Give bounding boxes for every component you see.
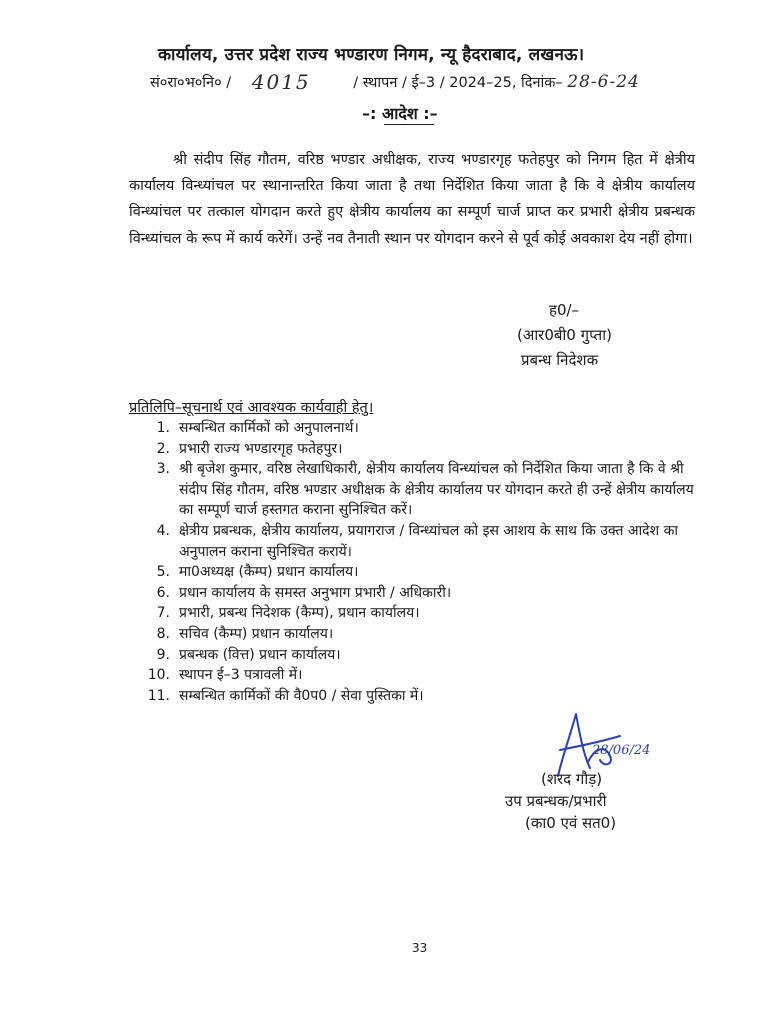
list-item-number: 7. <box>156 605 170 622</box>
list-item-text: प्रभारी, प्रबन्ध निदेशक (कैम्प), प्रधान कार्यालय। <box>179 605 420 622</box>
list-item-number: 11. <box>147 687 170 704</box>
reference-date: 28-6-24 <box>567 72 640 92</box>
list-item-text: मा0अध्यक्ष (कैम्प) प्रधान कार्यालय। <box>179 564 359 581</box>
signature-date: 28/06/24 <box>592 743 651 758</box>
main-signatory-block <box>505 298 612 373</box>
reference-line <box>150 68 640 92</box>
office-header: कार्यालय, उत्तर प्रदेश राज्य भण्डारण निगम, न्यू हैदराबाद, लखनऊ। <box>158 45 585 65</box>
list-item-text: सचिव (कैम्प) प्रधान कार्यालय। <box>179 625 334 642</box>
list-item-number: 8. <box>156 625 170 642</box>
order-title-underline <box>384 124 434 125</box>
list-item-number: 10. <box>147 667 170 684</box>
list-item <box>129 418 709 439</box>
list-item-number: 3. <box>156 461 170 478</box>
copy-signatory-name: (शरद गौड़) <box>541 770 603 788</box>
signatory-name: (आर0बी0 गुप्ता) <box>517 326 612 344</box>
list-item <box>129 645 709 666</box>
list-item-text: सम्बन्धित कार्मिकों की वै0प0 / सेवा पुस्तिका में। <box>179 687 424 704</box>
list-item-text: स्थापन ई–3 पत्रावली में। <box>179 667 303 684</box>
reference-prefix: सं०रा०भ०नि० / <box>150 75 232 91</box>
list-item-number: 1. <box>156 420 170 436</box>
reference-number: 4015 <box>251 70 311 94</box>
list-item <box>129 439 709 460</box>
copy-signatory-block <box>505 768 616 834</box>
list-item-text: प्रबन्धक (वित्त) प्रधान कार्यालय। <box>179 646 341 663</box>
list-item <box>129 562 709 583</box>
list-item-text: श्री बृजेश कुमार, वरिष्ठ लेखाधिकारी, क्षेत्रीय कार्यालय विन्ध्यांचल को निर्देशित किया जाता है कि वे श्री संदीप सिंह गौतम, वरिष्ठ भण्डार अधीक्षक के क्षेत्रीय कार्यालय पर योगदान करते ही उन्हें क्षेत्रीय कार्यालय का सम्पूर्ण चार्ज हस्तगत कराना सुनिश्चित करें। <box>179 461 694 519</box>
list-item-number: 9. <box>156 646 170 663</box>
list-item-text: प्रभारी राज्य भण्डारगृह फतेहपुर। <box>179 440 343 457</box>
copy-to-heading: प्रतिलिपि–सूचनार्थ एवं आवश्यक कार्यवाही हेतु। <box>129 400 374 416</box>
list-item <box>129 459 709 521</box>
list-item-text: सम्बन्धित कार्मिकों को अनुपालनार्थ। <box>179 420 359 436</box>
list-item <box>129 665 709 686</box>
page-number: 33 <box>412 941 428 955</box>
list-item <box>129 686 709 707</box>
list-item-number: 4. <box>156 522 170 539</box>
list-item-text: प्रधान कार्यालय के समस्त अनुभाग प्रभारी / अधिकारी। <box>179 584 452 601</box>
list-item-number: 2. <box>156 440 170 457</box>
reference-middle: / स्थापन / ई–3 / 2024–25, दिनांक– <box>353 75 563 91</box>
list-item <box>129 521 709 562</box>
copy-signatory-department: (का0 एवं सत0) <box>525 814 617 832</box>
list-item <box>129 624 709 645</box>
list-item-text: क्षेत्रीय प्रबन्धक, क्षेत्रीय कार्यालय, प्रयागराज / विन्ध्यांचल को इस आशय के साथ कि उक्त आदेश का अनुपालन कराना सुनिश्चित करायें। <box>179 522 678 560</box>
order-title: –: आदेश :– <box>362 104 438 123</box>
list-item-number: 5. <box>156 564 170 581</box>
order-body-text: श्री संदीप सिंह गौतम, वरिष्ठ भण्डार अधीक्षक, राज्य भण्डारगृह फतेहपुर को निगम हित में क्षेत्रीय कार्यालय विन्ध्यांचल पर स्थानान्तरित किया जाता है तथा निर्देशित किया जाता है कि वे क्षेत्रीय कार्यालय विन्ध्यांचल पर तत्काल योगदान करते हुए क्षेत्रीय कार्यालय का सम्पूर्ण चार्ज प्राप्त कर प्रभारी क्षेत्रीय प्रबन्धक विन्ध्यांचल के रूप में कार्य करेगें। उन्हें नव तैनाती स्थान पर योगदान करने से पूर्व कोई अवकाश देय नहीं होगा। <box>129 152 695 247</box>
list-item <box>129 603 709 624</box>
copy-signatory-designation: उप प्रबन्धक/प्रभारी <box>505 792 607 810</box>
order-body-paragraph <box>129 147 695 252</box>
list-item-number: 6. <box>156 584 170 601</box>
signatory-designation: प्रबन्ध निदेशक <box>521 351 599 369</box>
signed-mark: ह0/– <box>549 301 580 319</box>
list-item <box>129 583 709 604</box>
copy-to-list <box>129 418 709 706</box>
